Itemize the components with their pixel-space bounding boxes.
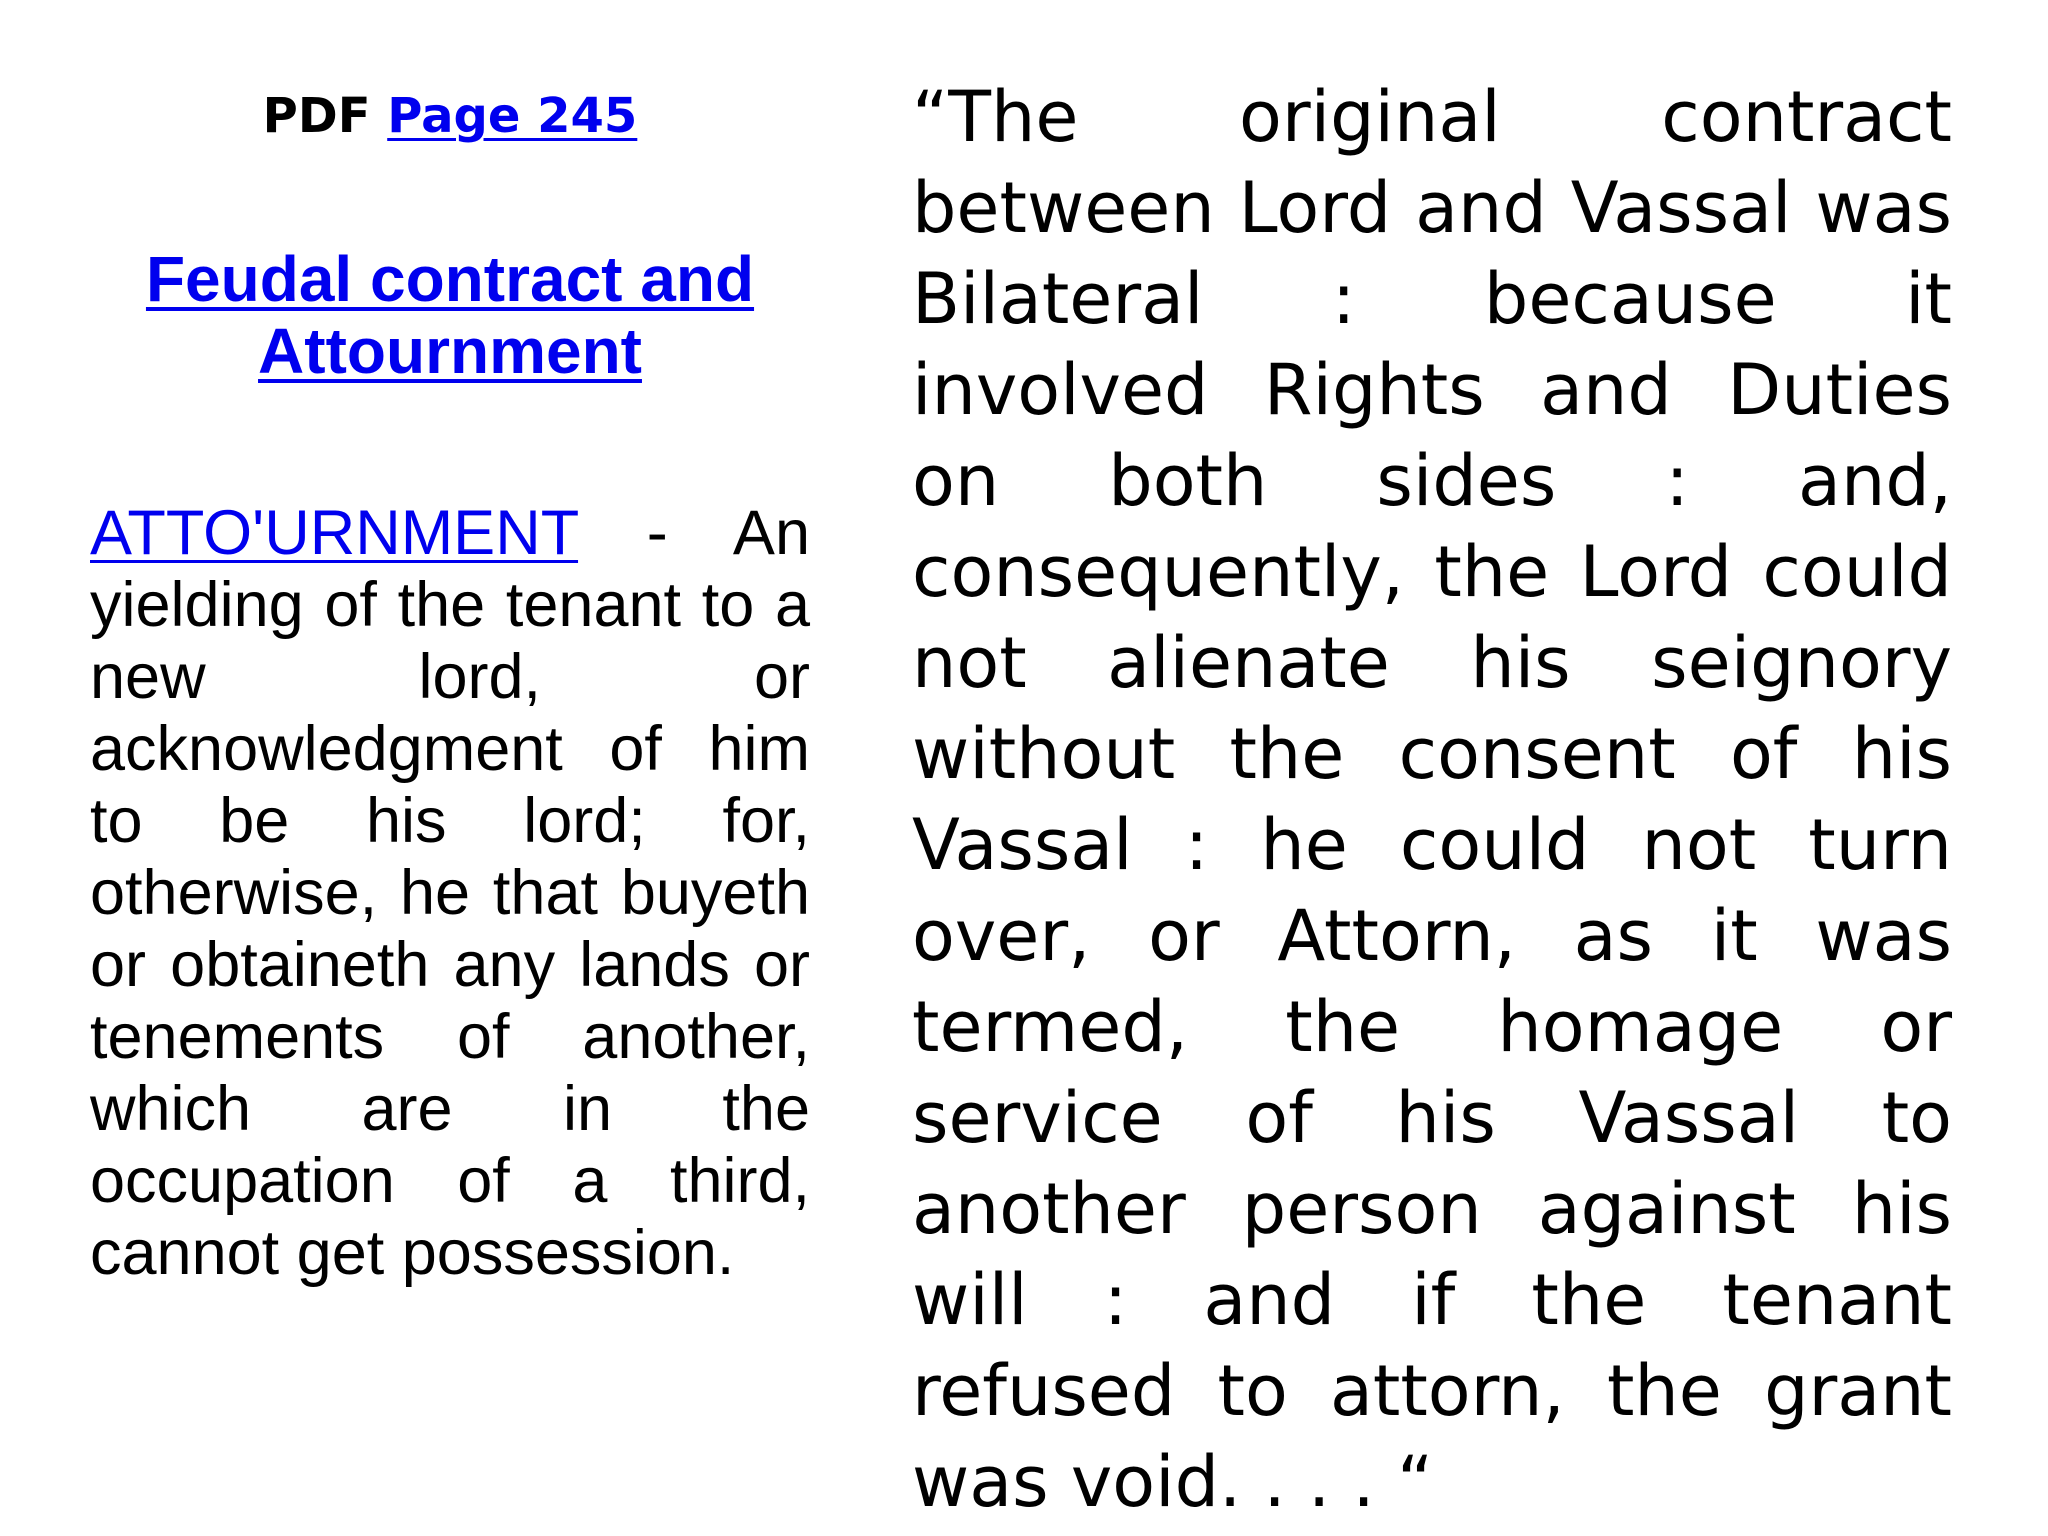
heading-link[interactable] bbox=[146, 243, 754, 387]
definition-text: - An yielding of the tenant to a new lord, or acknowledgment of him to be his lord; for, otherwise, he that buyeth or obtaineth any lands or tenements of another, which are in the occupation of a third, cannot get possession. bbox=[90, 497, 810, 1288]
right-column bbox=[912, 72, 1952, 1528]
heading-line-2: Attournment bbox=[258, 314, 642, 387]
page-link[interactable]: Page 245 bbox=[387, 88, 638, 144]
pdf-prefix: PDF bbox=[262, 88, 371, 144]
pdf-page-reference bbox=[90, 90, 810, 143]
left-column bbox=[90, 90, 810, 1289]
section-heading bbox=[90, 243, 810, 387]
heading-line-1: Feudal contract and bbox=[145, 242, 755, 315]
definition-paragraph bbox=[90, 497, 810, 1289]
quote-paragraph: “The original contract between Lord and Vassal was Bilateral : because it involved Rights and Duties on both sides : and, consequently, the Lord could not alienate his seignory without the consent of his Vassal : he could not turn over, or Attorn, as it was termed, the homage or service of his Vassal to another person against his will : and if the tenant refused to attorn, the grant was void. . . . “ bbox=[912, 76, 1952, 1523]
term-link[interactable]: ATTO'URNMENT bbox=[90, 497, 579, 568]
